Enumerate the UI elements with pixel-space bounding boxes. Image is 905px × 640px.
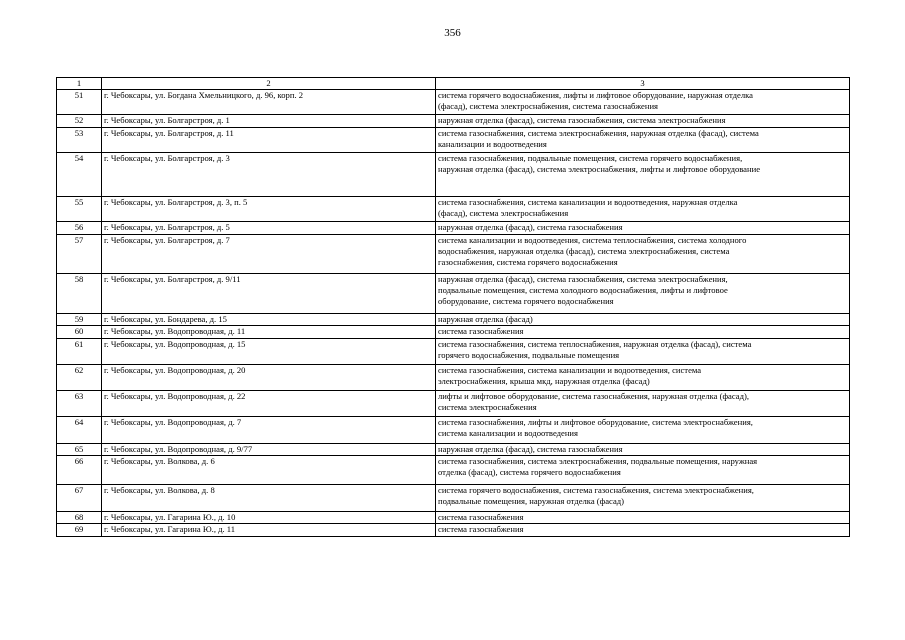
row-number: 52 bbox=[57, 115, 102, 128]
table-row bbox=[57, 314, 850, 326]
row-number: 61 bbox=[57, 339, 102, 365]
row-works bbox=[436, 512, 850, 524]
row-number: 54 bbox=[57, 153, 102, 197]
page-number: 356 bbox=[444, 27, 461, 39]
row-address: г. Чебоксары, ул. Гагарина Ю., д. 11 bbox=[102, 524, 436, 537]
row-address: г. Чебоксары, ул. Болгарстроя, д. 1 bbox=[102, 115, 436, 128]
row-address: г. Чебоксары, ул. Водопроводная, д. 20 bbox=[102, 365, 436, 391]
row-number: 67 bbox=[57, 485, 102, 512]
row-number: 55 bbox=[57, 197, 102, 222]
column-header-address: 2 bbox=[102, 78, 436, 90]
works-line: система газоснабжения bbox=[438, 512, 524, 522]
table-row bbox=[57, 235, 850, 274]
table-row bbox=[57, 90, 850, 115]
works-line: система канализации и водоотведения, система теплоснабжения, система холодного bbox=[438, 235, 747, 245]
row-works bbox=[436, 314, 850, 326]
row-number: 62 bbox=[57, 365, 102, 391]
row-works bbox=[436, 153, 850, 197]
works-line: система газоснабжения, подвальные помещения, система горячего водоснабжения, bbox=[438, 153, 743, 163]
row-address: г. Чебоксары, ул. Болгарстроя, д. 3, п. 5 bbox=[102, 197, 436, 222]
row-number: 65 bbox=[57, 444, 102, 456]
works-line: наружная отделка (фасад), система газоснабжения bbox=[438, 222, 623, 232]
row-number: 58 bbox=[57, 274, 102, 314]
row-number: 51 bbox=[57, 90, 102, 115]
works-line: система газоснабжения, система канализации и водоотведения, система bbox=[438, 365, 702, 375]
table-row bbox=[57, 391, 850, 417]
row-works bbox=[436, 365, 850, 391]
works-line: подвальные помещения, наружная отделка (фасад) bbox=[438, 496, 625, 506]
works-line: система электроснабжения bbox=[438, 402, 537, 412]
works-line: система газоснабжения, система теплоснабжения, наружная отделка (фасад), система bbox=[438, 339, 752, 349]
table-row bbox=[57, 274, 850, 314]
row-address: г. Чебоксары, ул. Болгарстроя, д. 3 bbox=[102, 153, 436, 197]
table-row bbox=[57, 222, 850, 235]
row-works bbox=[436, 485, 850, 512]
works-line: (фасад), система электроснабжения, система газоснабжения bbox=[438, 101, 658, 111]
table-body bbox=[57, 78, 850, 537]
works-line: лифты и лифтовое оборудование, система газоснабжения, наружная отделка (фасад), bbox=[438, 391, 749, 401]
row-address: г. Чебоксары, ул. Водопроводная, д. 15 bbox=[102, 339, 436, 365]
row-works bbox=[436, 222, 850, 235]
row-works bbox=[436, 391, 850, 417]
works-line: наружная отделка (фасад), система газоснабжения bbox=[438, 444, 623, 454]
row-address: г. Чебоксары, ул. Бондарева, д. 15 bbox=[102, 314, 436, 326]
row-address: г. Чебоксары, ул. Болгарстроя, д. 9/11 bbox=[102, 274, 436, 314]
row-address: г. Чебоксары, ул. Богдана Хмельницкого, д. 96, корп. 2 bbox=[102, 90, 436, 115]
row-works bbox=[436, 524, 850, 537]
row-number: 66 bbox=[57, 456, 102, 485]
table-row bbox=[57, 326, 850, 339]
table-row bbox=[57, 153, 850, 197]
table-row bbox=[57, 197, 850, 222]
works-line: канализации и водоотведения bbox=[438, 139, 547, 149]
row-number: 59 bbox=[57, 314, 102, 326]
row-address: г. Чебоксары, ул. Болгарстроя, д. 7 bbox=[102, 235, 436, 274]
row-works bbox=[436, 197, 850, 222]
row-number: 56 bbox=[57, 222, 102, 235]
row-number: 64 bbox=[57, 417, 102, 444]
row-number: 63 bbox=[57, 391, 102, 417]
table-row bbox=[57, 512, 850, 524]
works-line: система газоснабжения bbox=[438, 524, 524, 534]
works-line: оборудование, система горячего водоснабжения bbox=[438, 296, 614, 306]
table-row bbox=[57, 456, 850, 485]
row-address: г. Чебоксары, ул. Водопроводная, д. 22 bbox=[102, 391, 436, 417]
works-line: система горячего водоснабжения, система газоснабжения, система электроснабжения, bbox=[438, 485, 754, 495]
row-number: 60 bbox=[57, 326, 102, 339]
row-address: г. Чебоксары, ул. Волкова, д. 6 bbox=[102, 456, 436, 485]
table-row bbox=[57, 524, 850, 537]
row-works bbox=[436, 417, 850, 444]
works-line: система газоснабжения, система канализации и водоотведения, наружная отделка bbox=[438, 197, 738, 207]
table-row bbox=[57, 339, 850, 365]
row-works bbox=[436, 128, 850, 153]
works-line: система газоснабжения, система электроснабжения, наружная отделка (фасад), система bbox=[438, 128, 759, 138]
works-line: электроснабжения, крыша мкд, наружная отделка (фасад) bbox=[438, 376, 650, 386]
table-row bbox=[57, 444, 850, 456]
row-works bbox=[436, 235, 850, 274]
works-line: система горячего водоснабжения, лифты и лифтовое оборудование, наружная отделка bbox=[438, 90, 753, 100]
row-address: г. Чебоксары, ул. Болгарстроя, д. 11 bbox=[102, 128, 436, 153]
row-works bbox=[436, 444, 850, 456]
table-header-row bbox=[57, 78, 850, 90]
table-row bbox=[57, 485, 850, 512]
row-works bbox=[436, 326, 850, 339]
works-line: наружная отделка (фасад), система газоснабжения, система электроснабжения, bbox=[438, 274, 728, 284]
row-address: г. Чебоксары, ул. Волкова, д. 8 bbox=[102, 485, 436, 512]
row-works bbox=[436, 115, 850, 128]
row-works bbox=[436, 456, 850, 485]
works-line: система газоснабжения bbox=[438, 326, 524, 336]
table-row bbox=[57, 417, 850, 444]
works-line: наружная отделка (фасад), система электроснабжения, лифты и лифтовое оборудование bbox=[438, 164, 761, 174]
row-number: 69 bbox=[57, 524, 102, 537]
works-line: система газоснабжения, лифты и лифтовое оборудование, система электроснабжения, bbox=[438, 417, 753, 427]
works-line: наружная отделка (фасад), система газоснабжения, система электроснабжения bbox=[438, 115, 726, 125]
table-row bbox=[57, 128, 850, 153]
works-line: горячего водоснабжения, подвальные помещения bbox=[438, 350, 620, 360]
works-line: подвальные помещения, система холодного водоснабжения, лифты и лифтовое bbox=[438, 285, 728, 295]
row-address: г. Чебоксары, ул. Болгарстроя, д. 5 bbox=[102, 222, 436, 235]
works-line: водоснабжения, наружная отделка (фасад), система электроснабжения, система bbox=[438, 246, 730, 256]
works-line: отделка (фасад), система горячего водоснабжения bbox=[438, 467, 621, 477]
row-number: 57 bbox=[57, 235, 102, 274]
row-address: г. Чебоксары, ул. Гагарина Ю., д. 10 bbox=[102, 512, 436, 524]
row-address: г. Чебоксары, ул. Водопроводная, д. 11 bbox=[102, 326, 436, 339]
row-works bbox=[436, 274, 850, 314]
row-address: г. Чебоксары, ул. Водопроводная, д. 9/77 bbox=[102, 444, 436, 456]
works-line: система канализации и водоотведения bbox=[438, 428, 578, 438]
buildings-table bbox=[56, 77, 850, 537]
row-number: 68 bbox=[57, 512, 102, 524]
column-header-number: 1 bbox=[57, 78, 102, 90]
row-address: г. Чебоксары, ул. Водопроводная, д. 7 bbox=[102, 417, 436, 444]
row-number: 53 bbox=[57, 128, 102, 153]
works-line: (фасад), система электроснабжения bbox=[438, 208, 569, 218]
row-works bbox=[436, 339, 850, 365]
row-works bbox=[436, 90, 850, 115]
works-line: наружная отделка (фасад) bbox=[438, 314, 533, 324]
works-line: система газоснабжения, система электроснабжения, подвальные помещения, наружная bbox=[438, 456, 758, 466]
table-row bbox=[57, 365, 850, 391]
column-header-works: 3 bbox=[436, 78, 850, 90]
table-row bbox=[57, 115, 850, 128]
works-line: газоснабжения, система горячего водоснабжения bbox=[438, 257, 618, 267]
